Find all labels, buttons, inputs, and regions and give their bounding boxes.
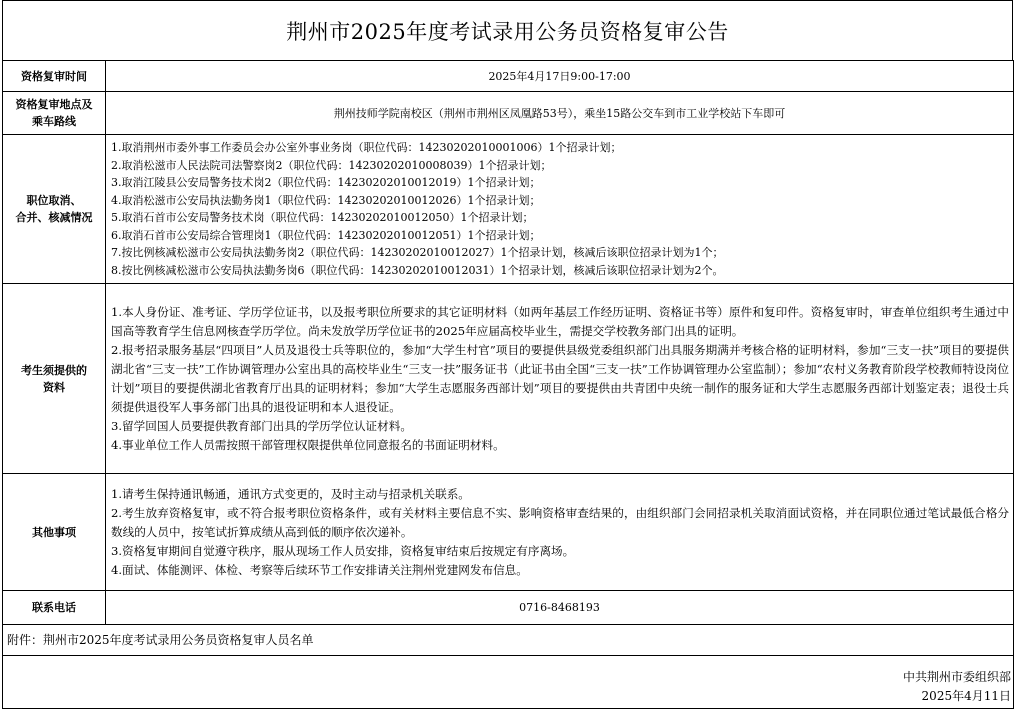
list-item: 3.取消江陵县公安局警务技术岗2（职位代码：14230202010012019）1个招录计划； [111, 176, 541, 189]
row-contact-phone [3, 591, 1014, 625]
paragraph: 2.报考招录服务基层“四项目”人员及退役士兵等职位的，参加“大学生村官”项目的要提供县级党委组织部门出具服务期满并考核合格的证明材料，参加“三支一扶”项目的要提供湖北省“三支一扶”工作协调管理办公室出具的高校毕业生“三支一扶”服务证书（此证书由全国“三支一扶”工作协调管理办公室监制）；参加“农村义务教育阶段学校教师特设岗位计划”项目的要提供湖北省教育厅出具的证明材料；参加“大学生志愿服务西部计划”项目的要提供由共青团中央统一制作的服务证和大学生志愿服务西部计划鉴定表；退役士兵须提供退役军人事务部门出具的退役证明和本人退役证。 [111, 342, 1009, 414]
notice-sheet [2, 0, 1014, 709]
paragraph: 3.资格复审期间自觉遵守秩序，服从现场工作人员安排，资格复审结束后按规定有序离场。 [111, 543, 575, 558]
review-time-value: 2025年4月17日9:00-17:00 [106, 61, 1014, 92]
other-matters-cell [106, 474, 1014, 591]
review-location-label-line2: 乘车路线 [32, 115, 76, 128]
other-matters-label: 其他事项 [3, 474, 106, 591]
contact-phone-label: 联系电话 [3, 591, 106, 625]
row-other-matters [3, 474, 1014, 591]
paragraph: 3.留学回国人员要提供教育部门出具的学历学位认证材料。 [111, 418, 412, 433]
review-location-value: 荆州技师学院南校区（荆州市荆州区凤凰路53号），乘坐15路公交车到市工业学校站下车即可 [106, 92, 1014, 135]
list-item: 8.按比例核减松滋市公安局执法勤务岗6（职位代码：14230202010012031）1个招录计划，核减后该职位招录计划为2个。 [111, 263, 724, 277]
other-matters-text [106, 485, 1013, 580]
position-changes-label [3, 135, 106, 284]
paragraph: 1.本人身份证、准考证、学历学位证书，以及报考职位所要求的其它证明材料（如两年基层工作经历证明、资格证书等）原件和复印件。资格复审时，审查单位组织考生通过中国高等教育学生信息网核查学历学位。尚未发放学历学位证书的2025年应届高校毕业生，需提交学校教务部门出具的证明。 [111, 304, 1009, 338]
position-changes-cell [106, 135, 1014, 284]
position-changes-label-line2: 合并、核减情况 [15, 211, 93, 224]
paragraph: 4.事业单位工作人员需按照干部管理权限提供单位同意报名的书面证明材料。 [111, 437, 505, 452]
list-item: 2.取消松滋市人民法院司法警察岗2（职位代码：14230202010008039）1个招录计划； [111, 158, 552, 172]
attachment-line: 附件：荆州市2025年度考试录用公务员资格复审人员名单 [2, 624, 1014, 656]
paragraph: 1.请考生保持通讯畅通，通讯方式变更的，及时主动与招录机关联系。 [111, 486, 470, 501]
paragraph: 2.考生放弃资格复审，或不符合报考职位资格条件，或有关材料主要信息不实、影响资格审查结果的，由组织部门会同招录机关取消面试资格，并在同职位通过笔试最低合格分数线的人员中，按笔试折算成绩从高到低的顺序依次递补。 [111, 505, 1009, 539]
review-location-label-line1: 资格复审地点及 [15, 98, 93, 111]
row-required-materials [3, 284, 1014, 474]
review-time-label: 资格复审时间 [3, 61, 106, 92]
issue-date: 2025年4月11日 [921, 689, 1011, 703]
list-item: 4.取消松滋市公安局执法勤务岗1（职位代码：14230202010012026）1个招录计划； [111, 193, 541, 207]
required-materials-cell [106, 284, 1014, 474]
required-materials-label-line1: 考生须提供的 [21, 363, 87, 377]
issuing-organization: 中共荆州市委组织部 [902, 670, 1011, 684]
notice-title: 荆州市2025年度考试录用公务员资格复审公告 [2, 0, 1013, 60]
list-item: 1.取消荆州市委外事工作委员会办公室外事业务岗（职位代码：14230202010001006）1个招录计划； [111, 141, 622, 154]
list-item: 6.取消石首市公安局综合管理岗1（职位代码：14230202010012051）1个招录计划； [111, 228, 541, 242]
position-changes-label-line1: 职位取消、 [26, 194, 82, 207]
row-review-location [3, 92, 1014, 135]
required-materials-label-line2: 资料 [43, 380, 65, 394]
required-materials-label [3, 284, 106, 474]
row-review-time [3, 61, 1014, 92]
paragraph: 4.面试、体能测评、体检、考察等后续环节工作安排请关注荆州党建网发布信息。 [111, 562, 528, 577]
row-position-changes [3, 135, 1014, 284]
position-changes-list [106, 137, 1013, 281]
required-materials-text [106, 303, 1013, 455]
list-item: 7.按比例核减松滋市公安局执法勤务岗2（职位代码：14230202010012027）1个招录计划，核减后该职位招录计划为1个； [111, 246, 724, 259]
signature-block [2, 655, 1014, 709]
list-item: 5.取消石首市公安局警务技术岗（职位代码：14230202010012050）1个招录计划； [111, 211, 534, 224]
notice-table [2, 60, 1014, 625]
contact-phone-value: 0716-8468193 [106, 591, 1014, 625]
review-location-label [3, 92, 106, 135]
